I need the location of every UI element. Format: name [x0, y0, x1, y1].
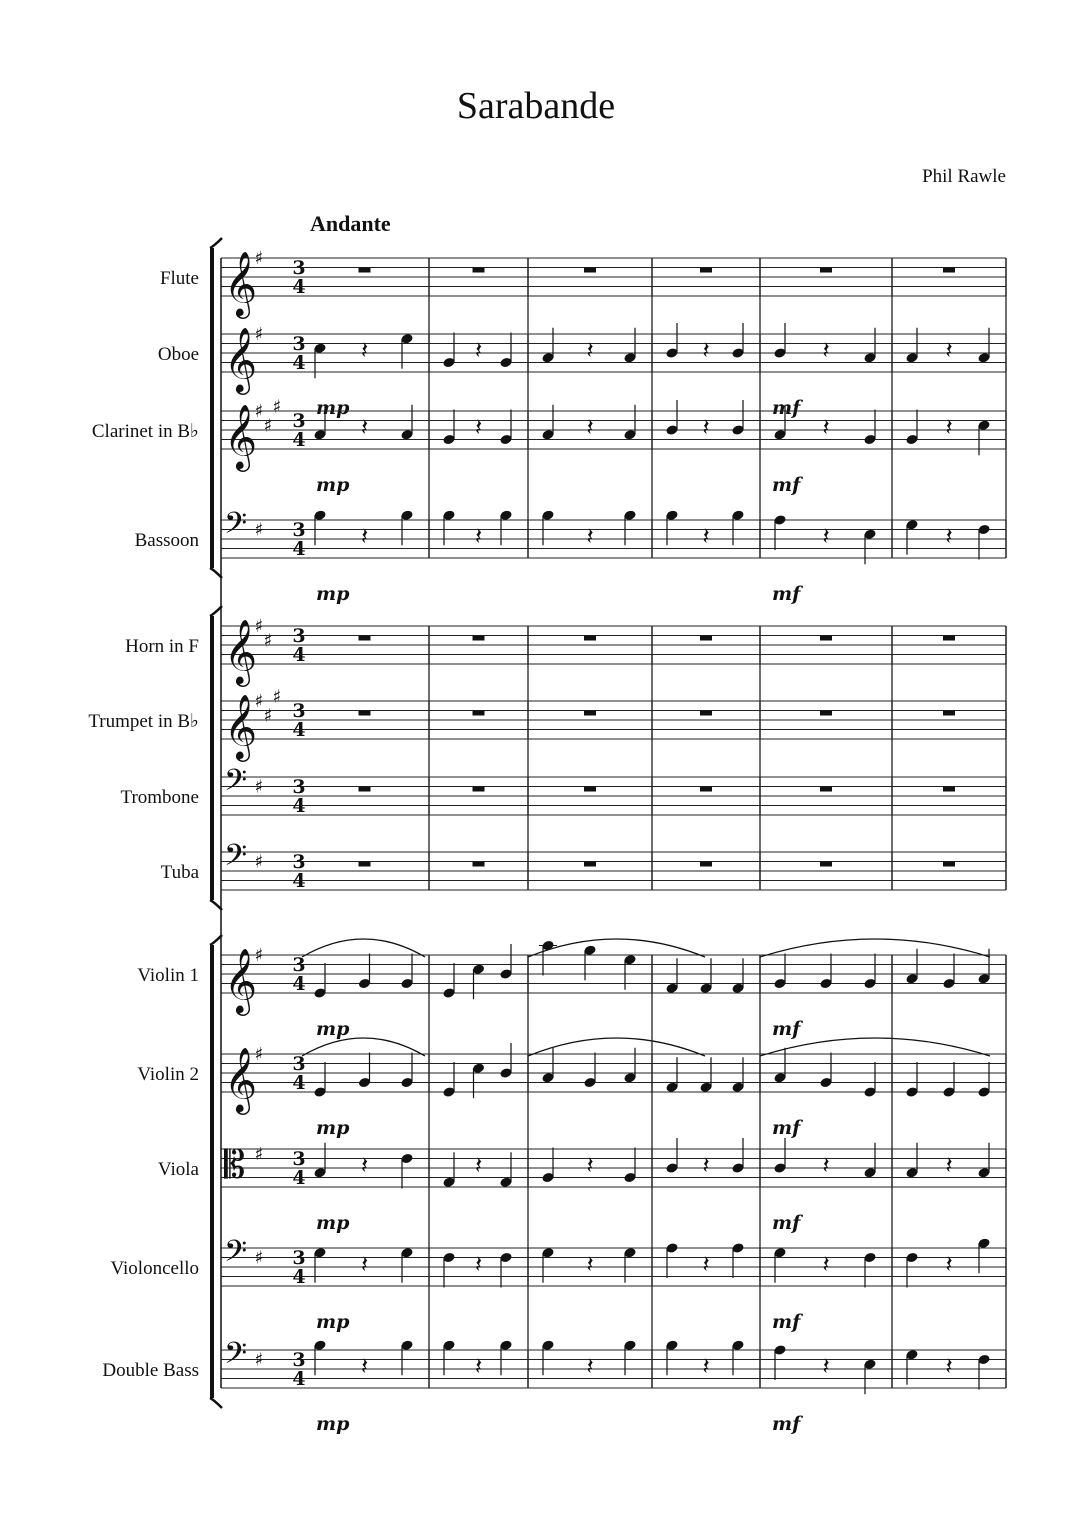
staff-double-bass	[102, 1337, 1006, 1435]
bass-clef-icon: 𝄢	[224, 764, 248, 805]
time-signature-bottom: 4	[292, 870, 306, 892]
time-signature-bottom: 4	[292, 538, 306, 560]
quarter-rest: 𝄽	[822, 1250, 830, 1278]
instrument-label: Clarinet in B♭	[91, 421, 199, 442]
instrument-label: Flute	[159, 268, 199, 289]
treble-clef-icon: 𝄞	[224, 251, 258, 317]
staff-trombone	[121, 764, 1006, 817]
whole-rest	[943, 268, 955, 273]
treble-clef-icon: 𝄞	[224, 694, 258, 760]
instrument-label: Double Bass	[102, 1360, 199, 1381]
whole-rest	[584, 787, 596, 792]
bass-clef-icon: 𝄢	[224, 839, 248, 880]
staff-horn-in-f	[125, 616, 1006, 687]
quarter-rest: 𝄽	[586, 1151, 594, 1179]
quarter-rest: 𝄽	[474, 1352, 483, 1380]
bracket-bottom	[210, 568, 222, 578]
slur	[528, 939, 705, 957]
time-signature-bottom: 4	[292, 719, 306, 741]
dynamic-marking: mp	[316, 583, 350, 605]
sharp-icon: ♯	[254, 1247, 264, 1269]
sharp-icon: ♯	[272, 686, 282, 708]
quarter-rest: 𝄽	[360, 413, 369, 441]
tempo-marking: Andante	[310, 211, 391, 236]
sharp-icon: ♯	[254, 691, 264, 712]
dynamic-marking: mp	[316, 397, 350, 419]
whole-rest	[700, 636, 712, 641]
quarter-rest: 𝄽	[474, 1151, 483, 1179]
staff-bassoon	[135, 507, 1006, 605]
whole-rest	[584, 862, 596, 867]
instrument-label: Violin 2	[137, 1064, 199, 1085]
whole-rest	[473, 711, 485, 716]
quarter-rest: 𝄽	[360, 1352, 369, 1380]
bass-clef-icon: 𝄢	[224, 507, 248, 548]
treble-clef-icon: 𝄞	[224, 1047, 258, 1113]
quarter-rest: 𝄽	[360, 1151, 369, 1179]
sharp-icon: ♯	[254, 616, 264, 637]
whole-rest	[359, 636, 371, 641]
quarter-rest: 𝄽	[702, 522, 710, 550]
quarter-rest: 𝄽	[474, 336, 483, 364]
whole-rest	[700, 268, 712, 273]
dynamic-marking: mf	[772, 1413, 801, 1435]
instrument-label: Violoncello	[110, 1258, 199, 1279]
whole-rest	[943, 711, 955, 716]
staff-oboe	[158, 323, 1006, 419]
sharp-icon: ♯	[254, 248, 264, 269]
sharp-icon: ♯	[254, 1143, 264, 1165]
whole-rest	[943, 862, 955, 867]
quarter-rest: 𝄽	[822, 1352, 830, 1380]
sharp-icon: ♯	[263, 630, 273, 652]
dynamic-marking: mf	[772, 583, 801, 605]
slur	[302, 1038, 425, 1056]
quarter-rest: 𝄽	[822, 336, 830, 364]
quarter-rest: 𝄽	[702, 1352, 710, 1380]
dynamic-marking: mf	[772, 1117, 801, 1139]
quarter-rest: 𝄽	[474, 522, 483, 550]
time-signature-top: 3	[292, 700, 306, 722]
quarter-rest: 𝄽	[822, 1151, 830, 1179]
quarter-rest: 𝄽	[586, 1352, 594, 1380]
composer-name: Phil Rawle	[922, 166, 1006, 187]
time-signature-bottom: 4	[292, 1368, 306, 1390]
time-signature-bottom: 4	[292, 973, 306, 995]
bracket-top	[210, 935, 222, 945]
dynamic-marking: mp	[316, 1413, 350, 1435]
whole-rest	[584, 711, 596, 716]
quarter-rest: 𝄽	[702, 413, 710, 441]
time-signature-top: 3	[292, 410, 306, 432]
time-signature-top: 3	[292, 1247, 306, 1269]
time-signature-top: 3	[292, 954, 306, 976]
staff-trumpet-in-b-	[88, 686, 1006, 761]
time-signature-bottom: 4	[292, 1266, 306, 1288]
time-signature-top: 3	[292, 257, 306, 279]
sharp-icon: ♯	[254, 401, 264, 422]
whole-rest	[820, 268, 832, 273]
quarter-rest: 𝄽	[822, 522, 830, 550]
time-signature-top: 3	[292, 519, 306, 541]
whole-rest	[820, 711, 832, 716]
sharp-icon: ♯	[254, 1044, 264, 1065]
dynamic-marking: mp	[316, 1311, 350, 1333]
whole-rest	[584, 268, 596, 273]
whole-rest	[359, 862, 371, 867]
sharp-icon: ♯	[254, 1349, 264, 1371]
instrument-label: Bassoon	[134, 530, 199, 551]
whole-rest	[943, 636, 955, 641]
quarter-rest: 𝄽	[360, 336, 369, 364]
whole-rest	[820, 862, 832, 867]
sharp-icon: ♯	[263, 705, 273, 727]
time-signature-top: 3	[292, 1349, 306, 1371]
whole-rest	[943, 787, 955, 792]
dynamic-marking: mp	[316, 1117, 350, 1139]
whole-rest	[473, 636, 485, 641]
bass-clef-icon: 𝄢	[224, 1235, 248, 1276]
time-signature-top: 3	[292, 1053, 306, 1075]
whole-rest	[584, 636, 596, 641]
bass-clef-icon: 𝄢	[224, 1337, 248, 1378]
dynamic-marking: mf	[772, 1018, 801, 1040]
sharp-icon: ♯	[254, 324, 264, 345]
time-signature-bottom: 4	[292, 352, 306, 374]
quarter-rest: 𝄽	[945, 1151, 953, 1179]
sharp-icon: ♯	[272, 396, 282, 418]
time-signature-bottom: 4	[292, 644, 306, 666]
quarter-rest: 𝄽	[945, 1250, 953, 1278]
whole-rest	[820, 636, 832, 641]
sharp-icon: ♯	[254, 519, 264, 541]
treble-clef-icon: 𝄞	[224, 619, 258, 685]
dynamic-marking: mp	[316, 474, 350, 496]
time-signature-bottom: 4	[292, 1072, 306, 1094]
time-signature-top: 3	[292, 333, 306, 355]
time-signature-bottom: 4	[292, 276, 306, 298]
staff-violin-2	[137, 1038, 1006, 1139]
whole-rest	[700, 787, 712, 792]
dynamic-marking: mf	[772, 474, 801, 496]
sharp-icon: ♯	[254, 945, 264, 966]
dynamic-marking: mf	[772, 1311, 801, 1333]
treble-clef-icon: 𝄞	[224, 404, 258, 470]
whole-rest	[473, 268, 485, 273]
quarter-rest: 𝄽	[702, 336, 710, 364]
alto-clef-icon: 𝄡	[224, 1142, 246, 1187]
time-signature-bottom: 4	[292, 429, 306, 451]
dynamic-marking: mf	[772, 1212, 801, 1234]
whole-rest	[700, 862, 712, 867]
staff-clarinet-in-b-	[92, 396, 1006, 496]
quarter-rest: 𝄽	[360, 1250, 369, 1278]
time-signature-bottom: 4	[292, 795, 306, 817]
whole-rest	[700, 711, 712, 716]
staff-tuba	[161, 839, 1006, 892]
quarter-rest: 𝄽	[586, 1250, 594, 1278]
score-title: Sarabande	[456, 85, 616, 127]
time-signature-bottom: 4	[292, 1167, 306, 1189]
quarter-rest: 𝄽	[586, 522, 594, 550]
instrument-label: Viola	[157, 1159, 199, 1180]
instrument-label: Trumpet in B♭	[88, 711, 199, 732]
time-signature-top: 3	[292, 851, 306, 873]
staff-viola	[158, 1138, 1006, 1234]
bracket-top	[210, 606, 222, 616]
quarter-rest: 𝄽	[586, 336, 594, 364]
instrument-label: Oboe	[157, 344, 199, 365]
whole-rest	[820, 787, 832, 792]
quarter-rest: 𝄽	[822, 413, 830, 441]
quarter-rest: 𝄽	[702, 1250, 710, 1278]
quarter-rest: 𝄽	[945, 522, 953, 550]
bracket-bottom	[210, 1398, 222, 1408]
bracket-bottom	[210, 900, 222, 910]
slur	[760, 1038, 990, 1056]
whole-rest	[473, 862, 485, 867]
staff-violoncello	[110, 1235, 1006, 1333]
whole-rest	[359, 711, 371, 716]
dynamic-marking: mp	[316, 1018, 350, 1040]
quarter-rest: 𝄽	[586, 413, 594, 441]
treble-clef-icon: 𝄞	[224, 948, 258, 1014]
instrument-label: Horn in F	[125, 636, 199, 657]
quarter-rest: 𝄽	[360, 522, 369, 550]
instrument-label: Trombone	[120, 787, 199, 808]
instrument-label: Tuba	[160, 862, 199, 883]
dynamic-marking: mp	[316, 1212, 350, 1234]
time-signature-top: 3	[292, 776, 306, 798]
quarter-rest: 𝄽	[474, 413, 483, 441]
bracket-top	[210, 238, 222, 248]
instrument-label: Violin 1	[137, 965, 199, 986]
time-signature-top: 3	[292, 1148, 306, 1170]
staff-flute	[160, 248, 1006, 319]
quarter-rest: 𝄽	[702, 1151, 710, 1179]
time-signature-top: 3	[292, 625, 306, 647]
whole-rest	[359, 787, 371, 792]
slur	[528, 1038, 705, 1056]
sharp-icon: ♯	[263, 415, 273, 437]
sharp-icon: ♯	[254, 776, 264, 798]
quarter-rest: 𝄽	[945, 1352, 953, 1380]
quarter-rest: 𝄽	[945, 336, 953, 364]
dynamic-marking: mf	[772, 397, 801, 419]
treble-clef-icon: 𝄞	[224, 327, 258, 393]
slur	[302, 939, 425, 957]
whole-rest	[359, 268, 371, 273]
whole-rest	[473, 787, 485, 792]
staff-violin-1	[137, 939, 1006, 1040]
quarter-rest: 𝄽	[474, 1250, 483, 1278]
sharp-icon: ♯	[254, 851, 264, 873]
quarter-rest: 𝄽	[945, 413, 953, 441]
